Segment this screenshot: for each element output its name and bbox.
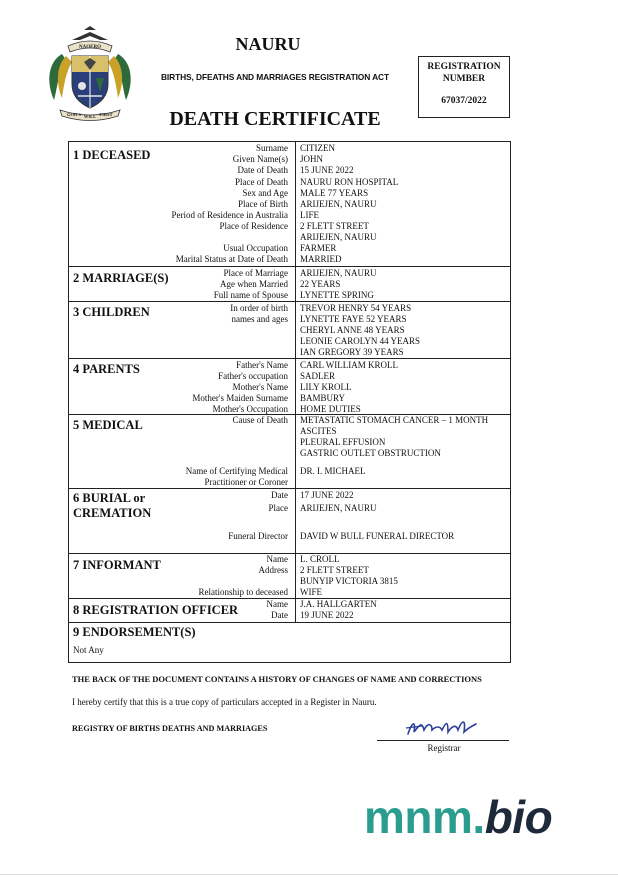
row-divider (69, 488, 510, 489)
child-entry: IAN GREGORY 39 YEARS (300, 347, 404, 357)
field-value: 2 FLETT STREET (300, 221, 369, 231)
field-value: 2 FLETT STREET (300, 565, 369, 575)
page-bottom-border (0, 874, 618, 875)
child-entry: LEONIE CAROLYN 44 YEARS (300, 336, 421, 346)
registrar-label: Registrar (427, 743, 461, 753)
field-label: Age when Married (220, 279, 288, 289)
field-value: L. CROLL (300, 554, 340, 564)
section-medical-title: 5 MEDICAL (73, 418, 143, 432)
row-divider (69, 266, 510, 267)
field-label: Mother's Name (232, 382, 288, 392)
field-label: Full name of Spouse (213, 290, 288, 300)
section-children-title: 3 CHILDREN (73, 305, 150, 319)
field-value: 19 JUNE 2022 (300, 610, 354, 620)
field-value: LIFE (300, 210, 319, 220)
field-value: LYNETTE SPRING (300, 290, 374, 300)
row-divider (69, 358, 510, 359)
child-entry: LYNETTE FAYE 52 YEARS (300, 314, 407, 324)
field-label: Date (271, 610, 288, 620)
watermark-logo (364, 792, 552, 842)
field-value: ARIJEJEN, NAURU (300, 268, 377, 278)
field-label: Marital Status at Date of Death (175, 254, 288, 264)
field-label: Period of Residence in Australia (171, 210, 288, 220)
section-burial-title-2: CREMATION (73, 506, 152, 520)
field-value: DAVID W BULL FUNERAL DIRECTOR (300, 531, 455, 541)
certificate-table (68, 141, 511, 663)
section-informant-title: 7 INFORMANT (73, 558, 161, 572)
field-label: Name (266, 554, 288, 564)
field-label: Place of Death (235, 177, 288, 187)
country-title: NAURU (235, 34, 301, 54)
cause-of-death: ASCITES (300, 426, 337, 436)
back-of-document-note: THE BACK OF THE DOCUMENT CONTAINS A HISTORY OF CHANGES OF NAME AND CORRECTIONS (72, 674, 482, 684)
registry-name: REGISTRY OF BIRTHS DEATHS AND MARRIAGES (72, 724, 268, 733)
field-label: Surname (256, 143, 288, 153)
crest-motto-3: FIRST (99, 112, 113, 117)
section-endorsement-title: 9 ENDORSEMENT(S) (73, 625, 196, 639)
field-value: LILY KROLL (300, 382, 352, 392)
certification-statement: I hereby certify that this is a true copy of particulars accepted in a Register in Nauru. (72, 697, 377, 707)
crest-motto-1: GOD'S (66, 112, 82, 117)
field-label: Name of Certifying Medical (185, 466, 288, 476)
cause-of-death: PLEURAL EFFUSION (300, 437, 386, 447)
row-divider (69, 553, 510, 554)
endorsement-text: Not Any (73, 645, 104, 655)
field-value: ARIJEJEN, NAURU (300, 503, 377, 513)
nauru-coat-of-arms-seal (44, 26, 136, 122)
watermark-part-2: bio (484, 791, 553, 843)
field-value: NAURU RON HOSPITAL (300, 177, 399, 187)
field-value: SADLER (300, 371, 336, 381)
field-label: Sex and Age (242, 188, 288, 198)
registration-number: 67037/2022 (441, 96, 487, 106)
section-deceased-title: 1 DECEASED (73, 148, 151, 162)
field-label: Relationship to deceased (198, 587, 288, 597)
field-label: Place of Marriage (223, 268, 288, 278)
field-value: WIFE (300, 587, 322, 597)
field-label: Mother's Maiden Surname (192, 393, 288, 403)
field-label: Father's occupation (218, 371, 288, 381)
field-value: J.A. HALLGARTEN (300, 599, 377, 609)
field-label: Name (266, 599, 288, 609)
child-entry: CHERYL ANNE 48 YEARS (300, 325, 405, 335)
registration-number-box (418, 56, 510, 118)
section-parents-title: 4 PARENTS (73, 362, 140, 376)
field-value: MALE 77 YEARS (300, 188, 369, 198)
field-value: MARRIED (300, 254, 342, 264)
column-divider (295, 142, 296, 622)
field-value: CARL WILLIAM KROLL (300, 360, 398, 370)
field-label: names and ages (231, 314, 288, 324)
act-title: BIRTHS, DFEATHS AND MARRIAGES REGISTRATION ACT (160, 72, 390, 82)
crest-motto-2: WILL (83, 114, 97, 119)
field-label: Given Name(s) (232, 154, 288, 164)
registration-label-line1: REGISTRATION (427, 62, 501, 72)
field-value: BAMBURY (300, 393, 346, 403)
field-label: Father's Name (236, 360, 288, 370)
field-value: CITIZEN (300, 143, 335, 153)
field-value: FARMER (300, 243, 337, 253)
field-value: ARIJEJEN, NAURU (300, 199, 377, 209)
field-value: 17 JUNE 2022 (300, 490, 354, 500)
registrar-signature (402, 716, 480, 740)
cause-of-death: GASTRIC OUTLET OBSTRUCTION (300, 448, 441, 458)
field-label: Place of Birth (238, 199, 288, 209)
cause-of-death: METASTATIC STOMACH CANCER – 1 MONTH (300, 415, 489, 425)
watermark-part-1: mnm. (364, 791, 485, 843)
field-label: Funeral Director (228, 531, 288, 541)
row-divider (69, 622, 510, 623)
field-label: Place (268, 503, 288, 513)
document-title: DEATH CERTIFICATE (169, 108, 381, 130)
field-label: Cause of Death (232, 415, 288, 425)
field-value: BUNYIP VICTORIA 3815 (300, 576, 398, 586)
field-label: Mother's Occupation (212, 404, 288, 414)
field-label: Usual Occupation (223, 243, 288, 253)
registration-label-line2: NUMBER (442, 74, 486, 84)
field-value: 15 JUNE 2022 (300, 165, 354, 175)
field-label: Date (271, 490, 288, 500)
field-value: ARIJEJEN, NAURU (300, 232, 377, 242)
field-label: Date of Death (237, 165, 288, 175)
section-marriage-title: 2 MARRIAGE(S) (73, 271, 169, 285)
field-label: Address (258, 565, 288, 575)
field-value: JOHN (300, 154, 324, 164)
field-value: HOME DUTIES (300, 404, 361, 414)
row-divider (69, 301, 510, 302)
child-entry: TREVOR HENRY 54 YEARS (300, 303, 412, 313)
field-value: 22 YEARS (300, 279, 341, 289)
field-label: In order of birth (230, 303, 288, 313)
crest-name-text: NAOERO (79, 45, 101, 50)
row-divider (69, 598, 510, 599)
signature-line (377, 740, 509, 741)
section-officer-title: 8 REGISTRATION OFFICER (73, 603, 239, 617)
certifier-name: DR. I. MICHAEL (300, 466, 366, 476)
field-label: Place of Residence (219, 221, 288, 231)
section-burial-title-1: 6 BURIAL or (73, 491, 146, 505)
field-label: Practitioner or Coroner (204, 477, 288, 487)
